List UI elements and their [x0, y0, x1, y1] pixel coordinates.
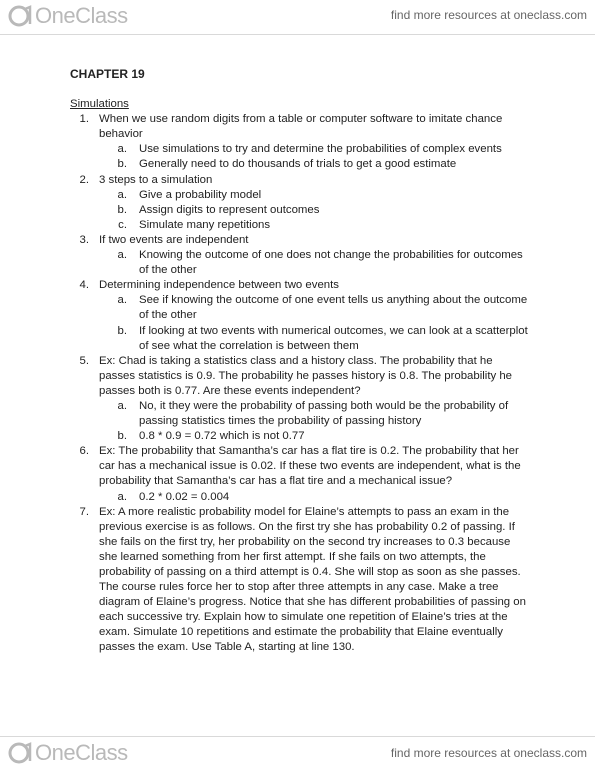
item-text: 3 steps to a simulation: [99, 173, 213, 186]
sub-item: [109, 142, 530, 157]
item-number: 6.: [79, 445, 89, 458]
item-number: 2.: [79, 173, 89, 186]
sub-item-text: If looking at two events with numerical outcomes, we can look at a scatterplot of see what the correlation is between them: [139, 324, 528, 352]
item-number: 5.: [79, 354, 89, 367]
sub-item-label: c.: [118, 218, 127, 231]
sub-item-label: b.: [117, 203, 127, 216]
sub-item-text: Generally need to do thousands of trials to get a good estimate: [139, 158, 457, 171]
sub-item-label: a.: [117, 490, 127, 503]
sub-item: [109, 324, 530, 354]
item-text: If two events are independent: [99, 233, 249, 246]
sub-item-text: Knowing the outcome of one does not change the probabilities for outcomes of the other: [139, 249, 523, 277]
sub-item-text: Use simulations to try and determine the probabilities of complex events: [139, 143, 502, 156]
sub-item: [109, 293, 530, 323]
sub-item-label: b.: [117, 158, 127, 171]
footer-oneclass-logo[interactable]: [8, 739, 128, 767]
page-footer: [0, 736, 595, 770]
footer-resources-link[interactable]: find more resources at oneclass.com: [390, 746, 587, 760]
sub-item: [109, 399, 530, 429]
item-number: 4.: [79, 279, 89, 292]
logo-text: OneClass: [35, 3, 128, 28]
sub-item: [109, 157, 530, 172]
sub-item: [109, 203, 530, 218]
sub-item-label: a.: [117, 249, 127, 262]
oneclass-logo[interactable]: [8, 2, 128, 30]
sub-item-label: a.: [117, 399, 127, 412]
sub-item-text: Give a probability model: [139, 188, 262, 201]
sub-item: [109, 218, 530, 233]
oneclass-logo-icon: [8, 4, 34, 28]
item-number: 3.: [79, 233, 89, 246]
sub-item-text: 0.8 * 0.9 = 0.72 which is not 0.77: [139, 430, 305, 443]
list-item: [70, 278, 530, 293]
item-text: Ex: Chad is taking a statistics class and a history class. The probability that he passes statistics is 0.9. The probability he passes history is 0.8. The probability he passes both is 0.77. Are these events independent?: [99, 354, 513, 397]
chapter-title: CHAPTER 19: [70, 67, 145, 81]
section-heading: Simulations: [70, 98, 129, 111]
sub-item-label: b.: [117, 324, 127, 337]
page-header: [0, 0, 595, 34]
document-content: [70, 67, 530, 656]
list-item: [70, 233, 530, 248]
list-item: [70, 444, 530, 489]
list-item: [70, 112, 530, 142]
sub-item-label: a.: [117, 143, 127, 156]
item-text: Ex: The probability that Samantha’s car has a flat tire is 0.2. The probability that her car has a mechanical issue is 0.02. If these two events are independent, what is the probability that Samantha’s car has a flat tire and a mechanical issue?: [99, 445, 521, 488]
sub-item: [109, 490, 530, 505]
sub-item-text: See if knowing the outcome of one event tells us anything about the outcome of the other: [139, 294, 528, 322]
sub-item-text: Simulate many repetitions: [139, 218, 271, 231]
sub-item: [109, 429, 530, 444]
sub-item-text: 0.2 * 0.02 = 0.004: [139, 490, 230, 503]
list-item: [70, 354, 530, 399]
outline-list: [70, 112, 530, 655]
item-number: 7.: [79, 505, 89, 518]
sub-item: [109, 248, 530, 278]
list-item: [70, 173, 530, 188]
resources-link[interactable]: find more resources at oneclass.com: [390, 8, 587, 22]
item-text: Determining independence between two events: [99, 279, 339, 292]
sub-item: [109, 188, 530, 203]
item-text: Ex: A more realistic probability model for Elaine’s attempts to pass an exam in the previous exercise is as follows. On the first try she has probability 0.2 of passing. If she fails on the first try, her probability on the second try increases to 0.3 because she learned something from her first attempt. If she fails on two attempts, the probability of passing on a third attempt is 0.4. She will stop as soon as she passes. The course rules force her to stop after three attempts in any case. Make a tree diagram of Elaine’s progress. Notice that she has different probabilities of passing on each successive try. Explain how to simulate one repetition of Elaine’s tries at the exam. Simulate 10 repetitions and estimate the probability that Elaine eventually passes the exam. Use Table A, starting at line 130.: [99, 505, 526, 654]
list-item: [70, 505, 530, 656]
footer-logo-text: OneClass: [35, 740, 128, 765]
sub-item-text: No, it they were the probability of passing both would be the probability of passing statistics times the probability of passing history: [139, 399, 509, 428]
sub-item-label: a.: [117, 188, 127, 201]
item-text: When we use random digits from a table or computer software to imitate chance behavior: [99, 113, 503, 141]
item-number: 1.: [79, 113, 89, 126]
oneclass-logo-icon: [8, 741, 34, 765]
sub-item-label: b.: [117, 430, 127, 443]
sub-item-label: a.: [117, 294, 127, 307]
header-divider: [0, 34, 595, 35]
sub-item-text: Assign digits to represent outcomes: [139, 203, 320, 216]
